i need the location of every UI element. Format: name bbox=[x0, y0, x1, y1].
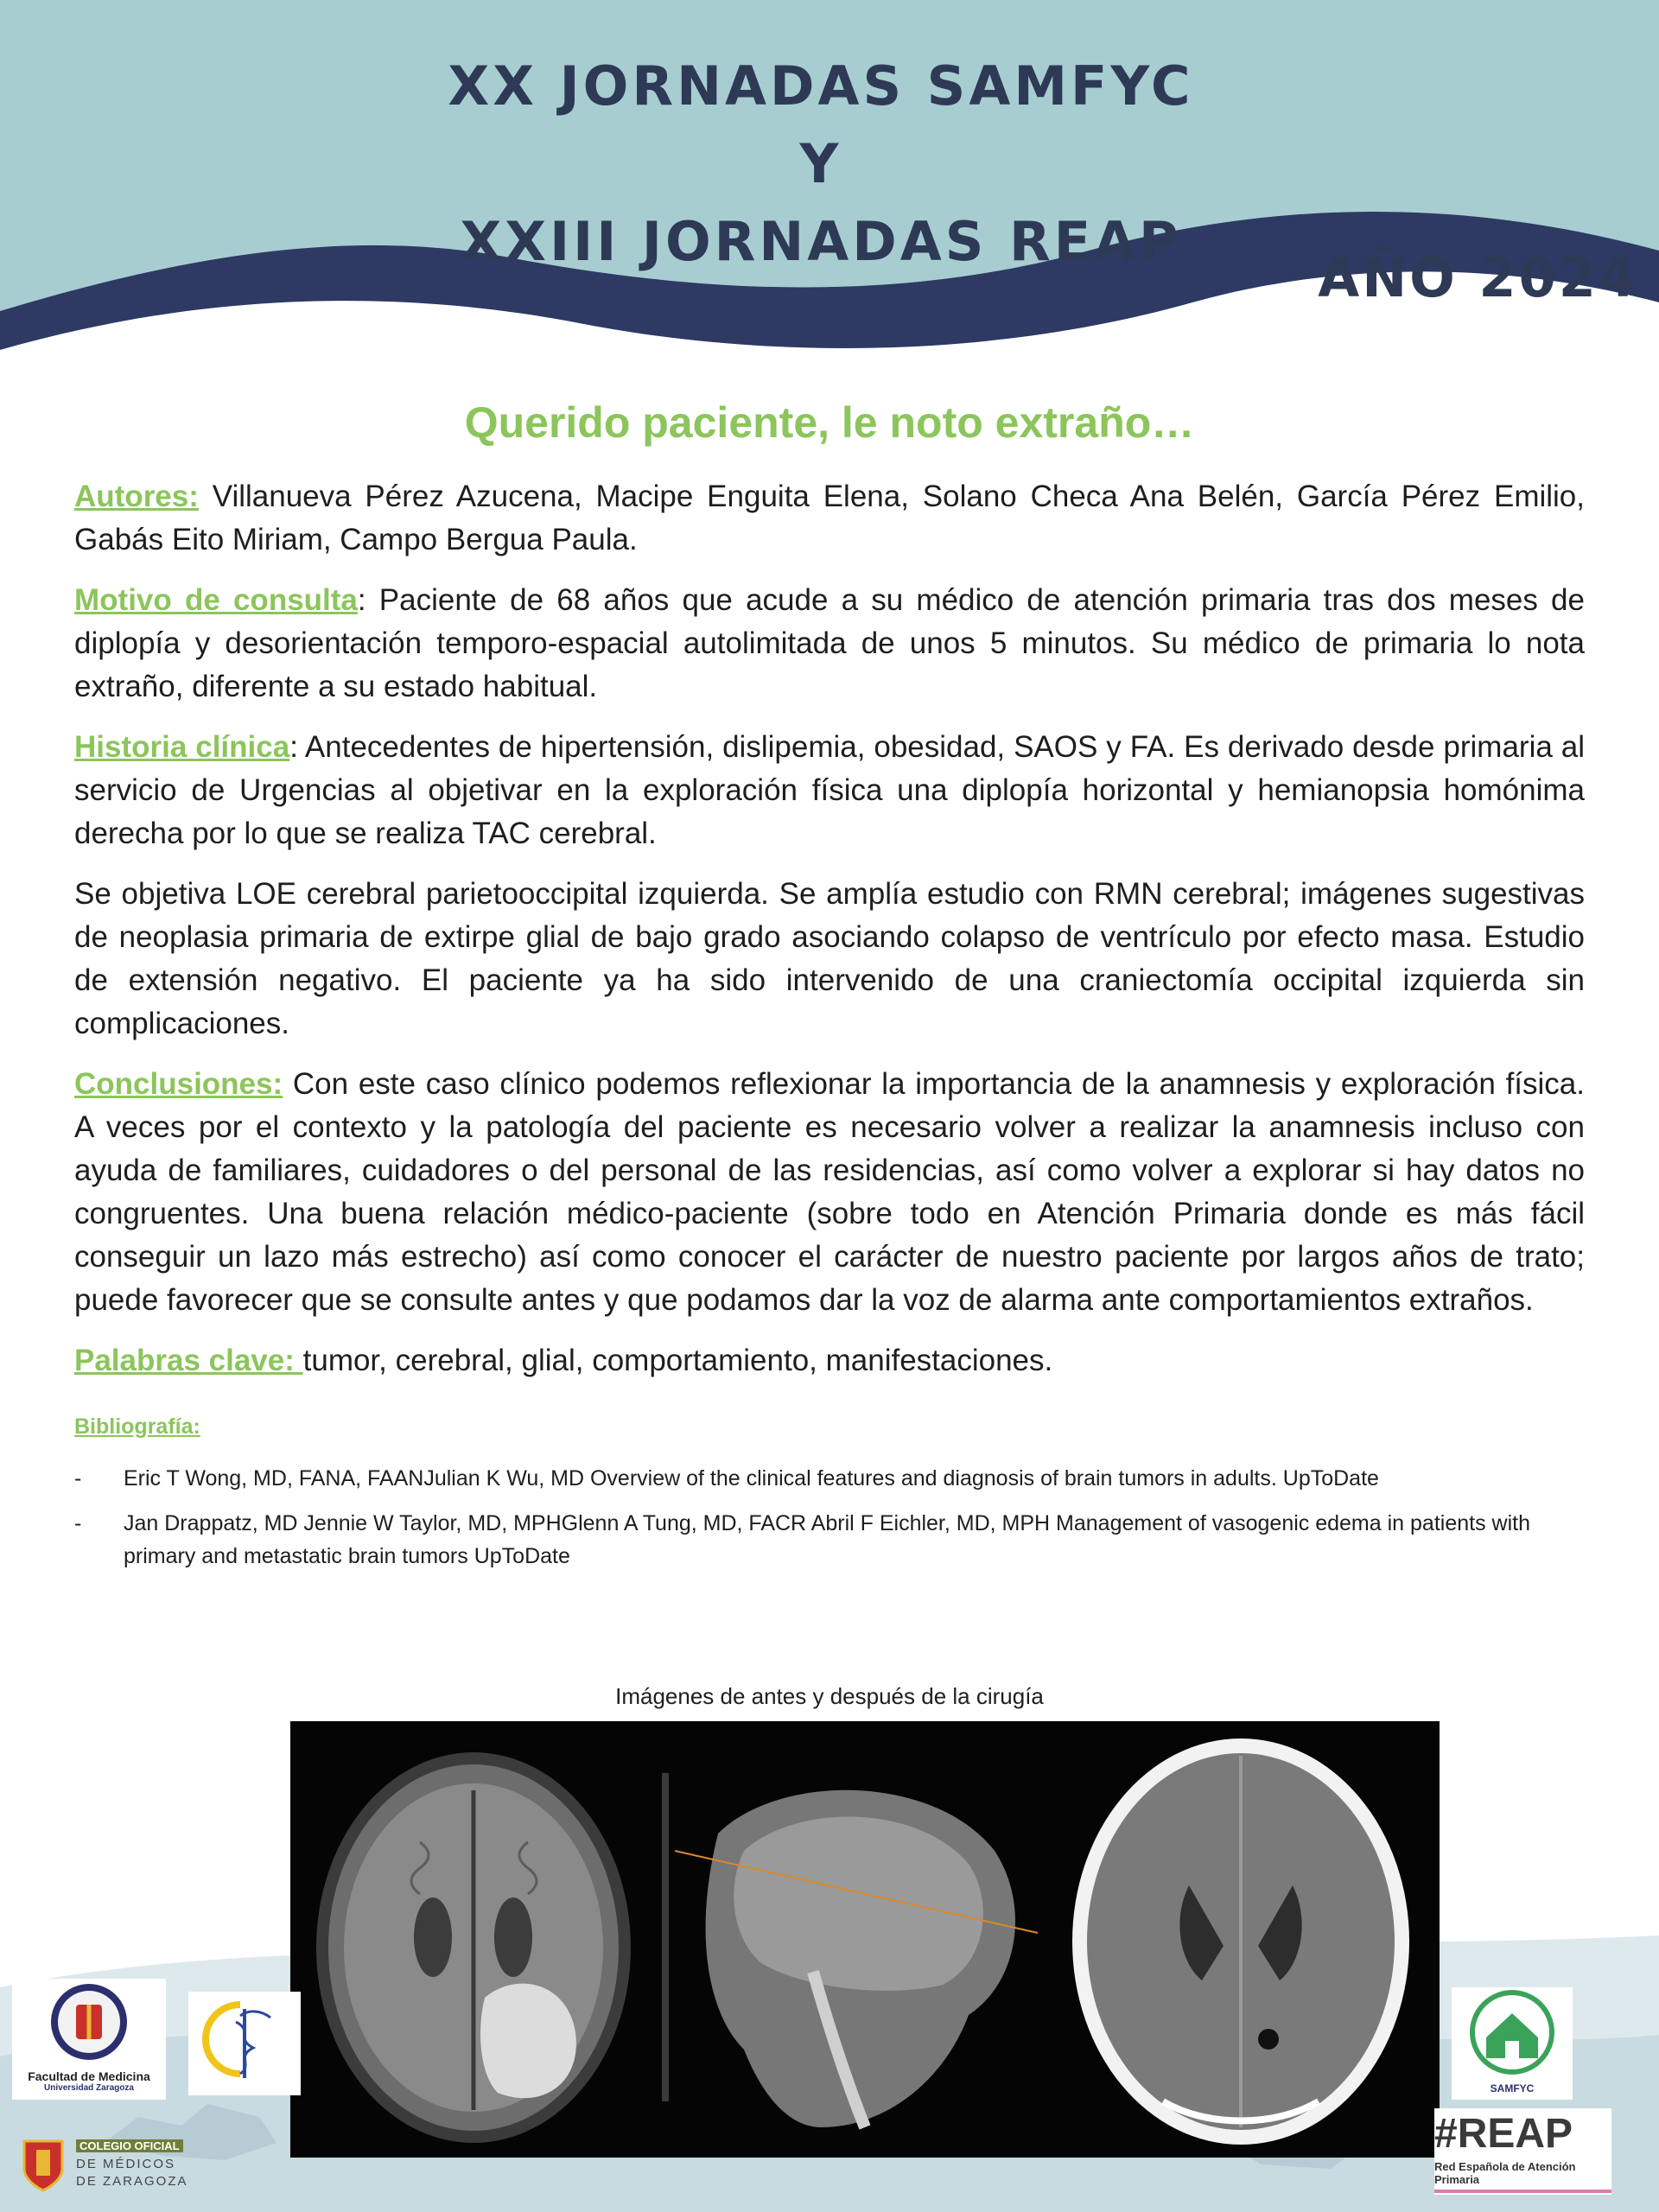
conclusions-text: Con este caso clínico podemos reflexionar la importancia de la anamnesis y exploración física. A veces por el contexto y la patología del paciente es necesario volver a realizar la anamnesis incluso con ayuda de familiares, cuidadores o del personal de las residencias, así como volver a explorar si hay datos no congruentes. Una buena relación médico-paciente (sobre todo en Atención Primaria donde es más fácil conseguir un lazo más estrecho) así como conocer el carácter de nuestro paciente por largos años de trato; puede favorecer que se consulte antes y que podamos dar la voz de alarma ante comportamientos extraños. bbox=[74, 1067, 1585, 1317]
keywords-text: tumor, cerebral, glial, comportamiento, manifestaciones. bbox=[302, 1344, 1053, 1377]
keywords-label: Palabras clave: bbox=[74, 1344, 303, 1377]
keywords-paragraph bbox=[74, 1339, 1585, 1382]
faculty-of-medicine-logo bbox=[12, 1979, 166, 2100]
event-title-line-1: XX JORNADAS SAMFYC bbox=[448, 54, 1194, 118]
poster-title: Querido paciente, le noto extraño… bbox=[464, 398, 1195, 447]
colegio-shield-icon bbox=[17, 2134, 69, 2195]
axial-mri-scan-image bbox=[290, 1721, 658, 2158]
reap-name: #REAP bbox=[1434, 2111, 1573, 2157]
conclusions-paragraph bbox=[74, 1063, 1585, 1322]
bibliography-item-text: Jan Drappatz, MD Jennie W Taylor, MD, MPHGlenn A Tung, MD, FACR Abril F Eichler, MD, MPH Management of vasogenic edema in patients with primary and metastatic brain tumors UpToDate bbox=[124, 1511, 1530, 1568]
faculty-seal-icon bbox=[12, 1979, 166, 2065]
images-caption: Imágenes de antes y después de la cirugía bbox=[615, 1683, 1044, 1709]
samfyc-house-icon bbox=[1452, 1987, 1573, 2078]
bibliography-item bbox=[74, 1462, 1585, 1495]
bibliography-item bbox=[74, 1507, 1585, 1573]
reap-tagline: Red Española de Atención Primaria bbox=[1434, 2160, 1576, 2186]
bibliography-title: Bibliografía: bbox=[74, 1414, 200, 1439]
bibliography-bullet: - bbox=[74, 1466, 82, 1491]
samfyc-name: SAMFYC bbox=[1490, 2082, 1535, 2094]
caduceus-logo bbox=[188, 1992, 301, 2095]
poster-body bbox=[74, 475, 1585, 1585]
event-title-line-3: XXIII JORNADAS REAP bbox=[460, 210, 1182, 273]
authors-text: Villanueva Pérez Azucena, Macipe Enguita Elena, Solano Checa Ana Belén, García Pérez Emilio, Gabás Eito Miriam, Campo Bergua Paula. bbox=[74, 480, 1585, 556]
reason-text: : Paciente de 68 años que acude a su médico de atención primaria tras dos meses de diplopía y desorientación temporo-espacial autolimitada de unos 5 minutos. Su médico de primaria lo nota extraño, diferente a su estado habitual. bbox=[74, 583, 1585, 703]
conclusions-label: Conclusiones: bbox=[74, 1067, 283, 1101]
colegio-name-line-3: DE ZARAGOZA bbox=[76, 2174, 188, 2189]
findings-text: Se objetiva LOE cerebral parietooccipital izquierda. Se amplía estudio con RMN cerebral; imágenes sugestivas de neoplasia primaria de extirpe glial de bajo grado asociando colapso de ventrículo por efecto masa. Estudio de extensión negativo. El paciente ya ha sido intervenido de una craniectomía occipital izquierda sin complicaciones. bbox=[74, 877, 1585, 1040]
reap-underline bbox=[1434, 2190, 1611, 2193]
bibliography-item-text: Eric T Wong, MD, FANA, FAANJulian K Wu, MD Overview of the clinical features and diagnosis of brain tumors in adults. UpToDate bbox=[124, 1466, 1379, 1491]
event-title-line-2: Y bbox=[799, 132, 842, 195]
reason-paragraph bbox=[74, 579, 1585, 709]
caduceus-icon bbox=[188, 1992, 301, 2095]
samfyc-logo bbox=[1452, 1987, 1573, 2100]
event-title bbox=[397, 48, 1244, 281]
history-label: Historia clínica bbox=[74, 730, 290, 764]
sagittal-mri-scan-image bbox=[658, 1721, 1042, 2158]
history-paragraph bbox=[74, 726, 1585, 855]
colegio-name-line-1: COLEGIO OFICIAL bbox=[76, 2139, 183, 2152]
authors-paragraph bbox=[74, 475, 1585, 562]
event-year: AÑO 2024 bbox=[1318, 246, 1638, 309]
faculty-name: Facultad de Medicina bbox=[28, 2069, 150, 2083]
medical-scans-panel bbox=[290, 1721, 1440, 2158]
authors-label: Autores: bbox=[74, 480, 199, 513]
reap-logo bbox=[1434, 2108, 1611, 2195]
reason-label: Motivo de consulta bbox=[74, 583, 358, 617]
faculty-university: Universidad Zaragoza bbox=[44, 2083, 134, 2093]
bibliography-list bbox=[74, 1462, 1585, 1573]
axial-ct-scan-image bbox=[1042, 1721, 1440, 2158]
colegio-medicos-logo bbox=[17, 2134, 212, 2195]
findings-paragraph bbox=[74, 873, 1585, 1046]
colegio-name-line-2: DE MÉDICOS bbox=[76, 2157, 176, 2171]
history-text: : Antecedentes de hipertensión, dislipemia, obesidad, SAOS y FA. Es derivado desde primaria al servicio de Urgencias al objetivar en la exploración física una diplopía horizontal y hemianopsia homónima derecha por lo que se realiza TAC cerebral. bbox=[74, 730, 1585, 850]
bibliography-bullet: - bbox=[74, 1511, 82, 1535]
